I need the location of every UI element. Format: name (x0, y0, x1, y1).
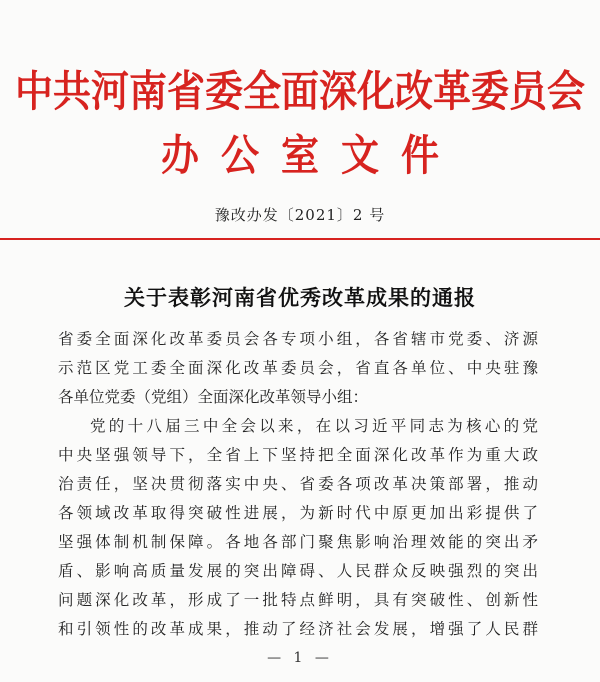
page-number: — 1 — (267, 650, 333, 666)
body-line: 各单位党委（党组）全面深化改革领导小组： (58, 388, 369, 406)
body-line: 中央坚强领导下，全省上下坚持把全面深化改革作为重大政 (58, 446, 538, 464)
body-line: 坚强体制机制保障。各地各部门聚焦影响治理效能的突出矛 (58, 533, 538, 551)
issuer-header-line-1: 中共河南省委全面深化改革委员会 (14, 66, 585, 117)
body-line: 治责任，坚决贯彻落实中央、省委各项改革决策部署，推动 (58, 475, 538, 493)
document-title: 关于表彰河南省优秀改革成果的通报 (124, 285, 476, 310)
body-line: 示范区党工委全面深化改革委员会，省直各单位、中央驻豫 (58, 359, 538, 377)
issuer-header-line-2: 办公室文件 (160, 130, 461, 181)
body-line: 省委全面深化改革委员会各专项小组，各省辖市党委、济源 (58, 330, 538, 348)
body-line: 各领域改革取得突破性进展，为新时代中原更加出彩提供了 (58, 504, 538, 522)
body-line: 党的十八届三中全会以来，在以习近平同志为核心的党 (90, 417, 538, 435)
body-line: 问题深化改革，形成了一批特点鲜明，具有突破性、创新性 (58, 591, 538, 609)
body-line: 盾、影响高质量发展的突出障碍、人民群众反映强烈的突出 (58, 562, 538, 580)
document-number: 豫改办发〔2021〕2 号 (214, 206, 386, 224)
body-line: 和引领性的改革成果，推动了经济社会发展，增强了人民群 (58, 620, 538, 638)
document-body (58, 0, 538, 682)
